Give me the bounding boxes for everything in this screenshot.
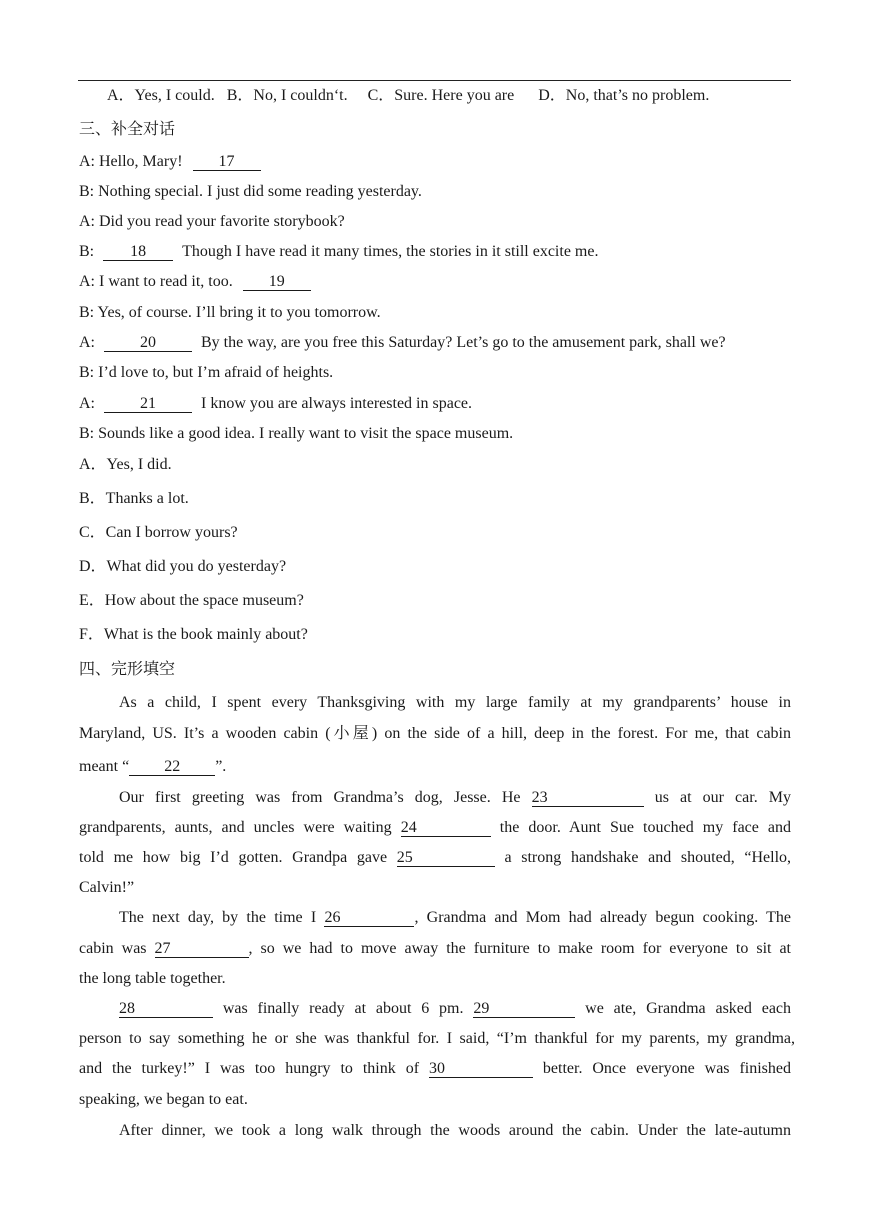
passage-line: As a child, I spent every Thanksgiving with my large family at my grandparents’ house in <box>119 694 791 711</box>
answer-option-a: A．Yes, I did. <box>79 456 172 473</box>
passage-line: cabin was 27 , so we had to move away the furniture to make room for everyone to sit at <box>79 940 791 957</box>
dialogue-line: A: Did you read your favorite storybook? <box>79 213 345 230</box>
dialogue-line: A: 21 I know you are always interested in space. <box>79 395 473 412</box>
passage-line: Calvin!” <box>79 879 135 896</box>
answer-option-e: E．How about the space museum? <box>79 592 304 609</box>
dialogue-line: B: Nothing special. I just did some reading yesterday. <box>79 183 422 200</box>
passage-line: person to say something he or she was thankful for. I said, “I’m thankful for my parents, my grandma, <box>79 1030 795 1047</box>
answer-option-c: C．Can I borrow yours? <box>79 524 238 541</box>
passage-line: grandparents, aunts, and uncles were waiting 24 the door. Aunt Sue touched my face and <box>79 819 792 836</box>
passage-line: After dinner, we took a long walk through the woods around the cabin. Under the late-autumn <box>119 1122 791 1139</box>
dialogue-line: A: I want to read it, too. 19 <box>79 272 795 292</box>
blank-28[interactable]: 28 <box>119 1000 213 1018</box>
option-b: B．No, I couldn‘t. <box>226 87 348 104</box>
passage-line: Our first greeting was from Grandma’s dog, Jesse. He 23 us at our car. My <box>119 789 792 806</box>
passage-line: the long table together. <box>79 970 226 987</box>
dialogue-line: B: 18 Though I have read it many times, the stories in it still excite me. <box>79 243 599 260</box>
blank-24[interactable]: 24 <box>401 819 491 837</box>
blank-17[interactable]: 17 <box>193 153 261 171</box>
blank-23[interactable]: 23 <box>532 789 644 807</box>
passage-line: Maryland, US. It’s a wooden cabin (小屋) on the side of a hill, deep in the forest. For me, that cabin <box>79 725 791 742</box>
dialogue-line: A: 20 By the way, are you free this Saturday? Let’s go to the amusement park, shall we? <box>79 334 726 351</box>
blank-26[interactable]: 26 <box>324 909 414 927</box>
section-3-heading: 三、补全对话 <box>79 119 176 138</box>
dialogue-line: B: Yes, of course. I’ll bring it to you tomorrow. <box>79 304 381 321</box>
passage-line: speaking, we began to eat. <box>79 1091 248 1108</box>
passage-line: meant “ 22 ”. <box>79 758 227 775</box>
passage-line: told me how big I’d gotten. Grandpa gave 25 a strong handshake and shouted, “Hello, <box>79 849 792 866</box>
blank-19[interactable]: 19 <box>243 273 311 291</box>
passage-line: and the turkey!” I was too hungry to think of 30 better. Once everyone was finished <box>79 1060 792 1077</box>
blank-21[interactable]: 21 <box>104 395 192 413</box>
blank-25[interactable]: 25 <box>397 849 495 867</box>
previous-question-options <box>107 86 797 106</box>
answer-option-f: F．What is the book mainly about? <box>79 626 308 643</box>
answer-option-b: B．Thanks a lot. <box>79 490 189 507</box>
blank-22[interactable]: 22 <box>129 758 215 776</box>
answer-option-d: D．What did you do yesterday? <box>79 558 287 575</box>
passage-line: 28 was finally ready at about 6 pm. 29 we ate, Grandma asked each <box>119 1000 792 1017</box>
section-4-heading: 四、完形填空 <box>79 659 176 678</box>
dialogue-line: A: Hello, Mary! 17 <box>79 152 795 172</box>
blank-18[interactable]: 18 <box>103 243 173 261</box>
option-c: C．Sure. Here you are <box>367 87 515 104</box>
dialogue-line: B: Sounds like a good idea. I really want to visit the space museum. <box>79 425 514 442</box>
option-a: A．Yes, I could. <box>107 87 215 104</box>
passage-line: The next day, by the time I 26 , Grandma and Mom had already begun cooking. The <box>119 909 792 926</box>
top-divider <box>78 80 791 81</box>
blank-27[interactable]: 27 <box>155 940 249 958</box>
blank-29[interactable]: 29 <box>473 1000 575 1018</box>
option-d: D．No, that’s no problem. <box>538 87 710 104</box>
blank-30[interactable]: 30 <box>429 1060 533 1078</box>
blank-20[interactable]: 20 <box>104 334 192 352</box>
dialogue-line: B: I’d love to, but I’m afraid of heights. <box>79 364 334 381</box>
